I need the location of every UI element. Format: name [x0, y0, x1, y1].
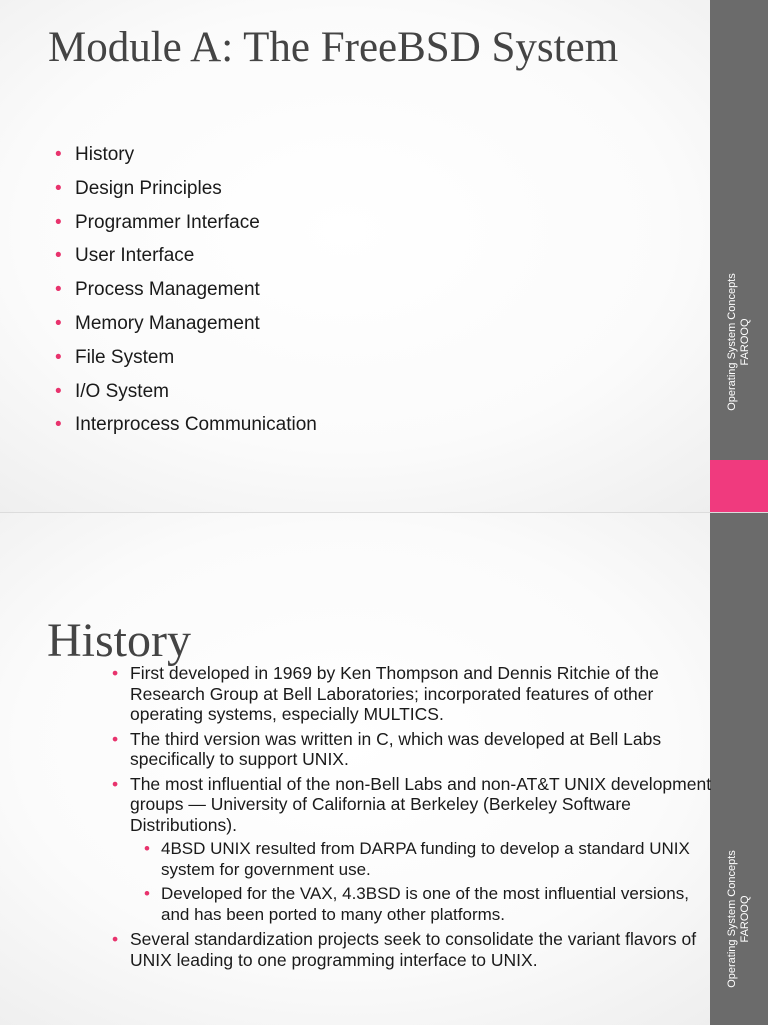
topic-list [55, 138, 317, 442]
slide-footer [710, 513, 768, 1025]
list-item: • Memory Management [55, 307, 317, 341]
footer-course: Operating System Concepts [726, 850, 738, 988]
list-item: • Process Management [55, 273, 317, 307]
sub-list [130, 839, 712, 925]
slide-title: History [47, 614, 191, 667]
list-item: • Programmer Interface [55, 206, 317, 240]
list-item [112, 774, 712, 926]
list-item: • History [55, 138, 317, 172]
list-item: • First developed in 1969 by Ken Thompson and Dennis Ritchie of the Research Group at Bell Laboratories; incorporated features of other operating systems, especially MULTICS. [112, 663, 712, 725]
footer-author: FAROOQ [739, 895, 751, 943]
history-list [112, 663, 712, 974]
list-item-text: The most influential of the non-Bell Labs and non-AT&T UNIX development groups — University of California at Berkeley (Berkeley Software Distributions). [130, 773, 712, 835]
sub-list-item: • Developed for the VAX, 4.3BSD is one of the most influential versions, and has been ported to many other platforms. [137, 884, 712, 925]
list-item: • Design Principles [55, 172, 317, 206]
slide-history [0, 512, 768, 1025]
footer-author: FAROOQ [739, 318, 751, 366]
list-item: • User Interface [55, 239, 317, 273]
slide-module-a [0, 0, 768, 512]
list-item: • The third version was written in C, which was developed at Bell Labs specifically to support UNIX. [112, 729, 712, 770]
footer-course: Operating System Concepts [726, 273, 738, 411]
slide-footer [710, 0, 768, 512]
slide-title: Module A: The FreeBSD System [48, 24, 619, 71]
list-item: • I/O System [55, 375, 317, 409]
list-item: • Several standardization projects seek to consolidate the variant flavors of UNIX leading to one programming interface to UNIX. [112, 929, 712, 970]
list-item: • File System [55, 341, 317, 375]
list-item: • Interprocess Communication [55, 408, 317, 442]
sub-list-item: • 4BSD UNIX resulted from DARPA funding to develop a standard UNIX system for government use. [137, 839, 712, 880]
